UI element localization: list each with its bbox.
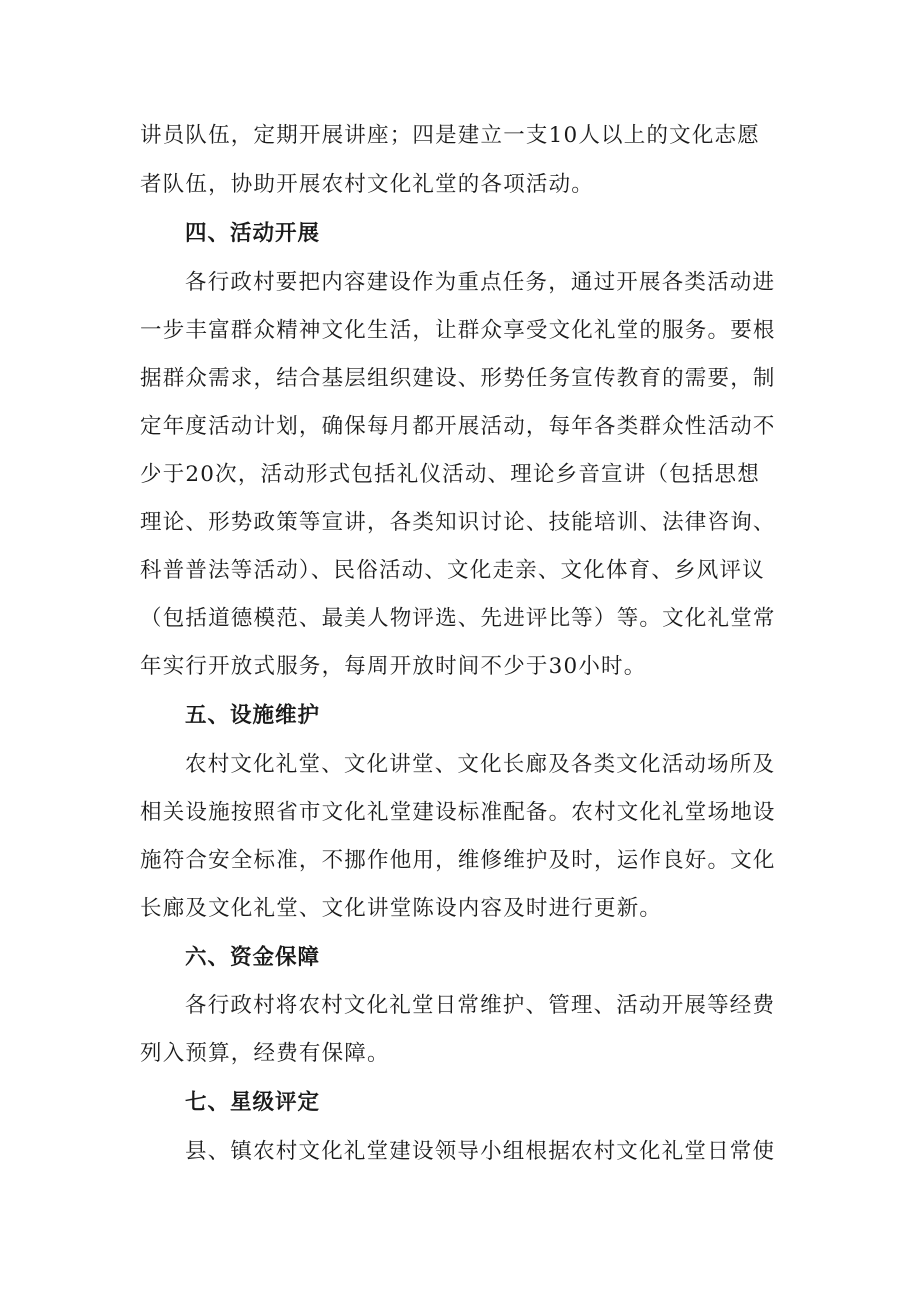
paragraph-line: 科普普法等活动）、民俗活动、文化走亲、文化体育、乡风评议 bbox=[140, 558, 765, 583]
section-heading-6: 六、资金保障 bbox=[185, 945, 321, 970]
section-heading-5: 五、设施维护 bbox=[185, 703, 321, 728]
paragraph-line: 定年度活动计划，确保每月都开展活动，每年各类群众性活动不 bbox=[140, 414, 776, 439]
paragraph-line: 少于20次，活动形式包括礼仪活动、理论乡音宣讲（包括思想 bbox=[140, 462, 760, 487]
paragraph-line: 者队伍，协助开展农村文化礼堂的各项活动。 bbox=[140, 172, 595, 197]
paragraph-line: 各行政村将农村文化礼堂日常维护、管理、活动开展等经费 bbox=[185, 993, 776, 1018]
section-heading-4: 四、活动开展 bbox=[185, 221, 321, 246]
paragraph-line: 施符合安全标准，不挪作他用，维修维护及时，运作良好。文化 bbox=[140, 848, 776, 873]
paragraph-line: 农村文化礼堂、文化讲堂、文化长廊及各类文化活动场所及 bbox=[185, 752, 776, 777]
paragraph-line: 理论、形势政策等宣讲，各类知识讨论、技能培训、法律咨询、 bbox=[140, 510, 776, 535]
section-heading-7: 七、星级评定 bbox=[185, 1090, 321, 1115]
paragraph-line: 据群众需求，结合基层组织建设、形势任务宣传教育的需要，制 bbox=[140, 366, 776, 391]
paragraph-line: 长廊及文化礼堂、文化讲堂陈设内容及时进行更新。 bbox=[140, 896, 663, 921]
paragraph-line: 一步丰富群众精神文化生活，让群众享受文化礼堂的服务。要根 bbox=[140, 318, 776, 343]
paragraph-line: 年实行开放式服务，每周开放时间不少于30小时。 bbox=[140, 654, 647, 679]
paragraph-line: （包括道德模范、最美人物评选、先进评比等）等。文化礼堂常 bbox=[140, 606, 776, 631]
paragraph-line: 列入预算，经费有保障。 bbox=[140, 1041, 390, 1066]
paragraph-line: 相关设施按照省市文化礼堂建设标准配备。农村文化礼堂场地设 bbox=[140, 800, 776, 825]
paragraph-line: 讲员队伍，定期开展讲座；四是建立一支10人以上的文化志愿 bbox=[140, 123, 760, 148]
paragraph-line: 各行政村要把内容建设作为重点任务，通过开展各类活动进 bbox=[185, 270, 776, 295]
paragraph-line: 县、镇农村文化礼堂建设领导小组根据农村文化礼堂日常使 bbox=[185, 1139, 776, 1164]
